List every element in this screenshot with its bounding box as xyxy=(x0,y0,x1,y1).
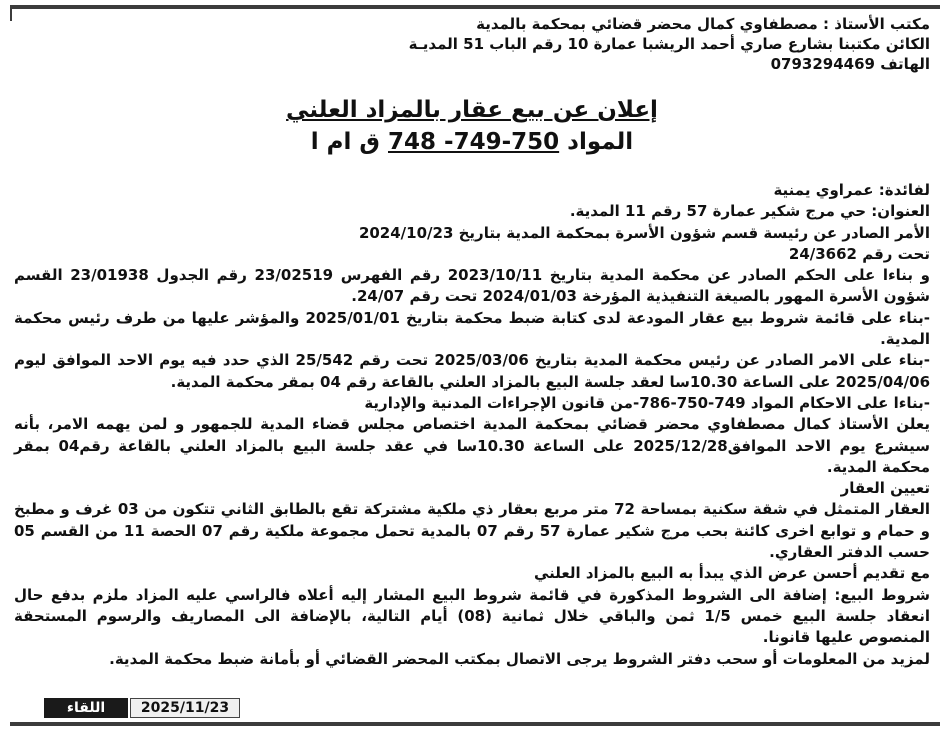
articles-numbers: 748 -749-750 xyxy=(388,129,560,155)
contact-line: لمزيد من المعلومات أو سحب دفتر الشروط يرجى الاتصال بمكتب المحضر القضائي أو بأمانة ضبط محكمة المدية. xyxy=(109,649,930,668)
court-order-paragraph: -بناء على الامر الصادر عن رئيس محكمة المدية بتاريخ 2025/03/06 تحت رقم 25/542 الذي حدد فيه يوم الاحد الموافق ليوم 2025/04/06 على الساعة 10.30سا لعقد جلسة البيع بالمزاد العلني بالقاعة رقم 04 بمقر محكمة المدية. xyxy=(14,351,930,391)
publication-date: 2025/11/23 xyxy=(130,698,240,718)
bailiff-office-header xyxy=(14,14,930,74)
legal-notice xyxy=(14,14,930,704)
top-border-rule xyxy=(10,5,940,9)
order-line: الأمر الصادر عن رئيسة قسم شؤون الأسرة بمحكمة المدية بتاريخ 2024/10/23 xyxy=(358,223,930,242)
office-name-line: مكتب الأستاذ : مصطفاوي كمال محضر قضائي بمحكمة بالمدية xyxy=(476,15,930,33)
property-description: العقار المتمثل في شقة سكنية بمساحة 72 متر مربع بعقار ذي ملكية مشتركة تقع بالطابق الثاني تتكون من 03 غرف و مطبخ و حمام و توابع اخرى كائنة بحب مرج شكير عمارة 57 رقم 07 بالمدية تحمل مجموعة ملكية رقم 07 الحصة 11 من القسم 05 حسب الدفتر العقاري. xyxy=(14,500,931,562)
notice-title-block xyxy=(14,94,930,158)
beneficiary-line: لفائدة: عمراوي يمنية xyxy=(773,181,930,199)
bottom-border-rule xyxy=(10,722,940,726)
judgment-paragraph: و بناءا على الحكم الصادر عن محكمة المدية بتاريخ 2023/10/11 رقم الفهرس 23/02519 رقم الجدول 23/01938 القسم شؤون الأسرة المهور بالصيغة التنفيذية المؤرخة 2024/01/03 تحت رقم 24/07. xyxy=(14,266,930,306)
legal-articles-line: -بناءا على الاحكام المواد 749-750-786-من قانون الإجراءات المدنية والإدارية xyxy=(364,393,930,412)
address-line: العنوان: حي مرج شكير عمارة 57 رقم 11 المدية. xyxy=(569,202,930,221)
notice-title: إعلان عن بيع عقار بالمزاد العلني xyxy=(286,97,658,123)
office-address-line: الكائن مكتبنا بشارع صاري أحمد الريشبا عمارة 10 رقم الباب 51 المديـة xyxy=(408,35,930,53)
notice-articles-line xyxy=(14,126,930,158)
office-phone-line: الهاتف 0793294469 xyxy=(770,55,930,73)
announcement-paragraph: يعلن الأستاذ كمال مصطفاوي محضر قضائي بمحكمة المدية اختصاص مجلس قضاء المدية للجمهور و لمن يهمه الامر، بأنه سيشرع يوم الاحد الموافق2025/12/28 على الساعة 10.30سا في عقد جلسة البيع بالمزاد العلني بالقاعة رقم04 بمقر محكمة المدية. xyxy=(14,415,930,476)
articles-prefix: المواد xyxy=(559,129,634,155)
conditions-paragraph: -بناء على قائمة شروط بيع عقار المودعة لدى كتابة ضبط محكمة بتاريخ 2025/01/01 والمؤشر عليها من طرف رئيس محكمة المدية. xyxy=(14,308,930,349)
left-corner-rule xyxy=(10,5,12,21)
best-offer-line: مع تقديم أحسن عرض الذي يبدأ به البيع بالمزاد العلني xyxy=(533,564,930,583)
order-number-line: تحت رقم 24/3662 xyxy=(788,244,930,263)
newspaper-name-badge: اللقاء xyxy=(44,698,128,718)
notice-body xyxy=(14,180,930,670)
property-heading: تعيين العقار xyxy=(840,479,930,498)
sale-conditions-paragraph: شروط البيع: إضافة الى الشروط المذكورة في قائمة شروط البيع المشار إليه أعلاه فالراسي عليه المزاد ملزم بدفع حال انعقاد جلسة البيع خمس 1/5 ثمن والباقي خلال ثمانية (08) أيام التالية، بالإضافة الى المصاريف والرسوم المستحقة المنصوص عليها قانونا. xyxy=(14,585,930,647)
articles-suffix: ق ام ا xyxy=(310,129,388,155)
